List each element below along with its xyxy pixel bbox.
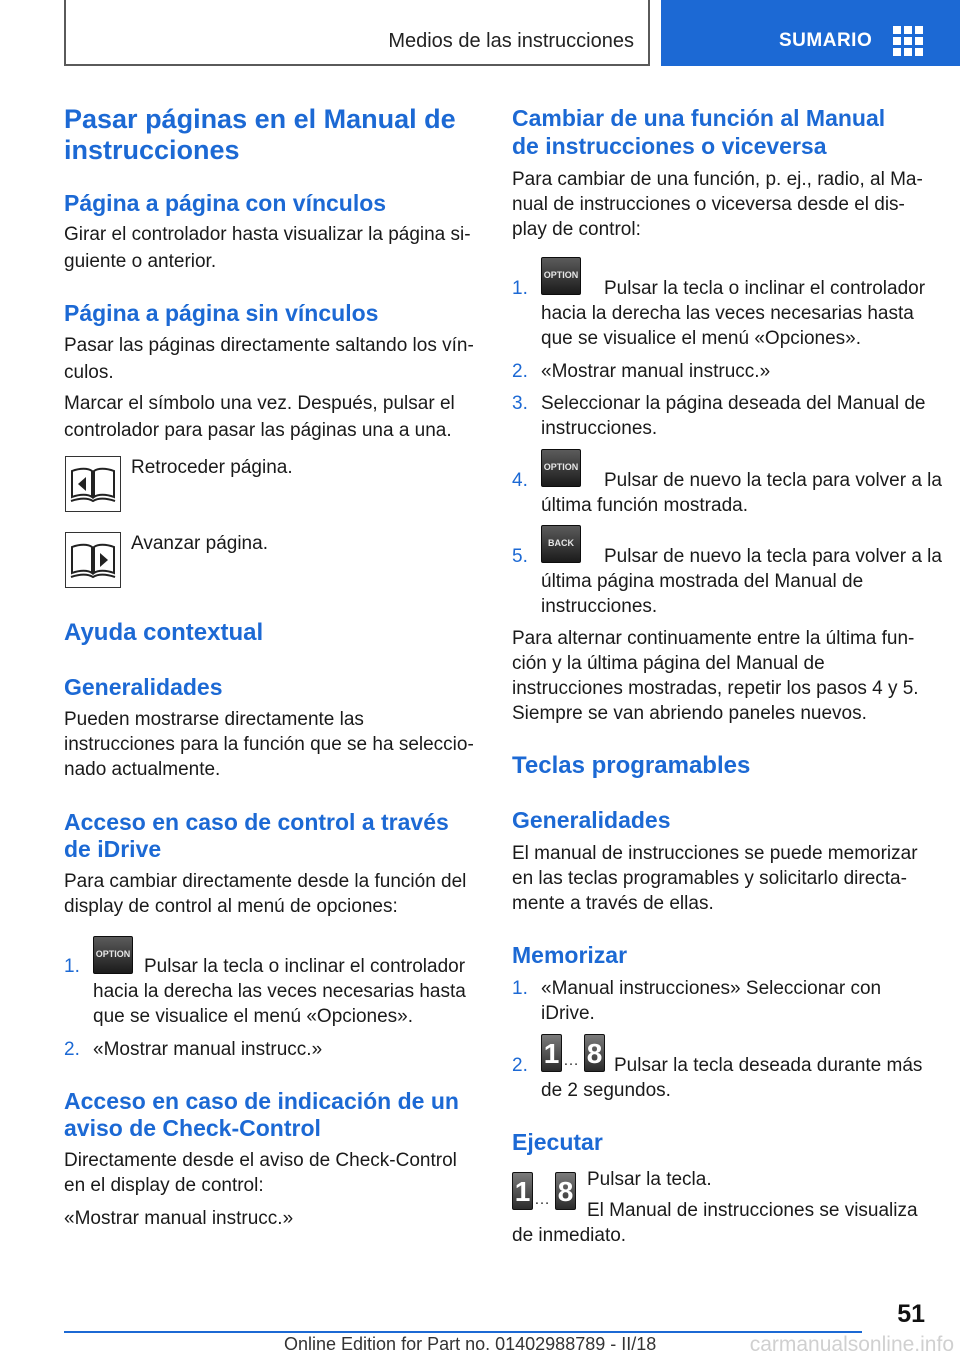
- option-key-icon: OPTION: [93, 936, 133, 974]
- paragraph: Pasar las páginas directamente saltando los vín‐: [64, 335, 474, 356]
- step-number: 1.: [64, 956, 80, 977]
- option-key-icon: OPTION: [541, 257, 581, 295]
- paragraph: Marcar el símbolo una vez. Después, pulsar el: [64, 393, 455, 414]
- watermark: carmanualsonline.info: [749, 1333, 954, 1356]
- paragraph: Siempre se van abriendo paneles nuevos.: [512, 703, 867, 724]
- step-text: que se visualice el menú «Opciones».: [541, 328, 862, 349]
- paragraph: nual de instrucciones o viceversa desde el dis‐: [512, 194, 905, 215]
- paragraph: culos.: [64, 362, 114, 383]
- paragraph: Pueden mostrarse directamente las: [64, 709, 364, 730]
- paragraph: El manual de instrucciones se puede memorizar: [512, 843, 918, 864]
- avanzar-label: Avanzar página.: [131, 533, 268, 554]
- step-number: 2.: [64, 1039, 80, 1060]
- footer-divider: [64, 1331, 862, 1333]
- paragraph: Girar el controlador hasta visualizar la página si‐: [64, 224, 471, 245]
- step-text: «Mostrar manual instrucc.»: [541, 361, 771, 382]
- step-text: «Manual instrucciones» Seleccionar con: [541, 978, 882, 999]
- heading-cambiar-funcion: Cambiar de una función al Manual: [512, 105, 886, 131]
- step-text: de 2 segundos.: [541, 1080, 671, 1101]
- step-text: Pulsar la tecla deseada durante más: [614, 1055, 923, 1076]
- step-text: Seleccionar la página deseada del Manual de: [541, 393, 926, 414]
- key-1-icon: 1: [512, 1172, 533, 1210]
- paragraph: instrucciones para la función que se ha seleccio‐: [64, 734, 474, 755]
- step-text: iDrive.: [541, 1003, 595, 1024]
- paragraph: controlador para pasar las páginas una a una.: [64, 420, 452, 441]
- page-number: 51: [897, 1300, 925, 1328]
- paragraph: Pulsar la tecla.: [587, 1169, 712, 1190]
- step-text: Pulsar la tecla o inclinar el controlador: [144, 956, 466, 977]
- paragraph: El Manual de instrucciones se visualiza: [587, 1200, 918, 1221]
- heading-pasar-paginas: Pasar páginas en el Manual de: [64, 104, 456, 134]
- paragraph: nado actualmente.: [64, 759, 221, 780]
- step-text: Pulsar la tecla o inclinar el controlador: [604, 278, 926, 299]
- contents-button[interactable]: [661, 0, 960, 66]
- paragraph: Directamente desde el aviso de Check-Control: [64, 1150, 457, 1171]
- step-number: 5.: [512, 546, 528, 567]
- heading-ejecutar: Ejecutar: [512, 1129, 603, 1155]
- step-text: instrucciones.: [541, 596, 658, 617]
- step-text: Pulsar de nuevo la tecla para volver a la: [604, 470, 942, 491]
- grid-icon: [893, 26, 923, 56]
- step-text: Pulsar de nuevo la tecla para volver a la: [604, 546, 942, 567]
- contents-label: SUMARIO: [779, 30, 873, 51]
- section-title: Medios de las instrucciones: [388, 30, 634, 52]
- key-8-icon: 8: [584, 1034, 605, 1072]
- heading-acceso-check-control-2: aviso de Check-Control: [64, 1115, 321, 1141]
- heading-generalidades: Generalidades: [512, 807, 671, 833]
- heading-teclas-programables: Teclas programables: [512, 752, 751, 779]
- heading-acceso-idrive-2: de iDrive: [64, 836, 162, 862]
- paragraph: Para alternar continuamente entre la última fun‐: [512, 628, 915, 649]
- heading-acceso-check-control: Acceso en caso de indicación de un: [64, 1088, 459, 1114]
- paragraph: mente a través de ellas.: [512, 893, 714, 914]
- step-text: última página mostrada del Manual de: [541, 571, 864, 592]
- paragraph: en las teclas programables y solicitarlo directa‐: [512, 868, 907, 889]
- step-number: 4.: [512, 470, 528, 491]
- heading-memorizar: Memorizar: [512, 942, 628, 968]
- step-text: hacia la derecha las veces necesarias hasta: [541, 303, 914, 324]
- step-text: instrucciones.: [541, 418, 658, 439]
- step-number: 2.: [512, 361, 528, 382]
- paragraph: ción y la última página del Manual de: [512, 653, 825, 674]
- option-key-icon: OPTION: [541, 449, 581, 487]
- paragraph: instrucciones mostradas, repetir los pasos 4 y 5.: [512, 678, 919, 699]
- heading-generalidades: Generalidades: [64, 674, 223, 700]
- heading-con-vinculos: Página a página con vínculos: [64, 190, 387, 216]
- step-text: hacia la derecha las veces necesarias hasta: [93, 981, 466, 1002]
- ellipsis: …: [563, 1052, 579, 1069]
- step-text: última función mostrada.: [541, 495, 748, 516]
- paragraph: guiente o anterior.: [64, 251, 217, 272]
- paragraph: display de control al menú de opciones:: [64, 896, 398, 917]
- step-number: 1.: [512, 278, 528, 299]
- back-key-icon: BACK: [541, 525, 581, 563]
- step-text: «Mostrar manual instrucc.»: [93, 1039, 323, 1060]
- paragraph: play de control:: [512, 219, 641, 240]
- paragraph: Para cambiar directamente desde la función del: [64, 871, 467, 892]
- step-text: que se visualice el menú «Opciones».: [93, 1006, 414, 1027]
- paragraph: «Mostrar manual instrucc.»: [64, 1208, 294, 1229]
- heading-pasar-paginas-2: instrucciones: [64, 135, 240, 165]
- step-number: 1.: [512, 978, 528, 999]
- key-8-icon: 8: [555, 1172, 576, 1210]
- heading-sin-vinculos: Página a página sin vínculos: [64, 300, 379, 326]
- paragraph: de inmediato.: [512, 1225, 627, 1246]
- key-1-icon: 1: [541, 1034, 562, 1072]
- book-back-icon: [65, 456, 121, 512]
- edition-note: Online Edition for Part no. 01402988789 - II/18: [284, 1334, 657, 1354]
- heading-ayuda-contextual: Ayuda contextual: [64, 619, 264, 646]
- paragraph: Para cambiar de una función, p. ej., radio, al Ma‐: [512, 169, 923, 190]
- paragraph: en el display de control:: [64, 1175, 264, 1196]
- retroceder-label: Retroceder página.: [131, 457, 293, 478]
- step-number: 2.: [512, 1055, 528, 1076]
- heading-acceso-idrive: Acceso en caso de control a través: [64, 809, 449, 835]
- ellipsis: …: [534, 1191, 550, 1208]
- header-section-box: [64, 0, 650, 66]
- step-number: 3.: [512, 393, 528, 414]
- heading-cambiar-funcion-2: de instrucciones o viceversa: [512, 133, 827, 159]
- book-forward-icon: [65, 532, 121, 588]
